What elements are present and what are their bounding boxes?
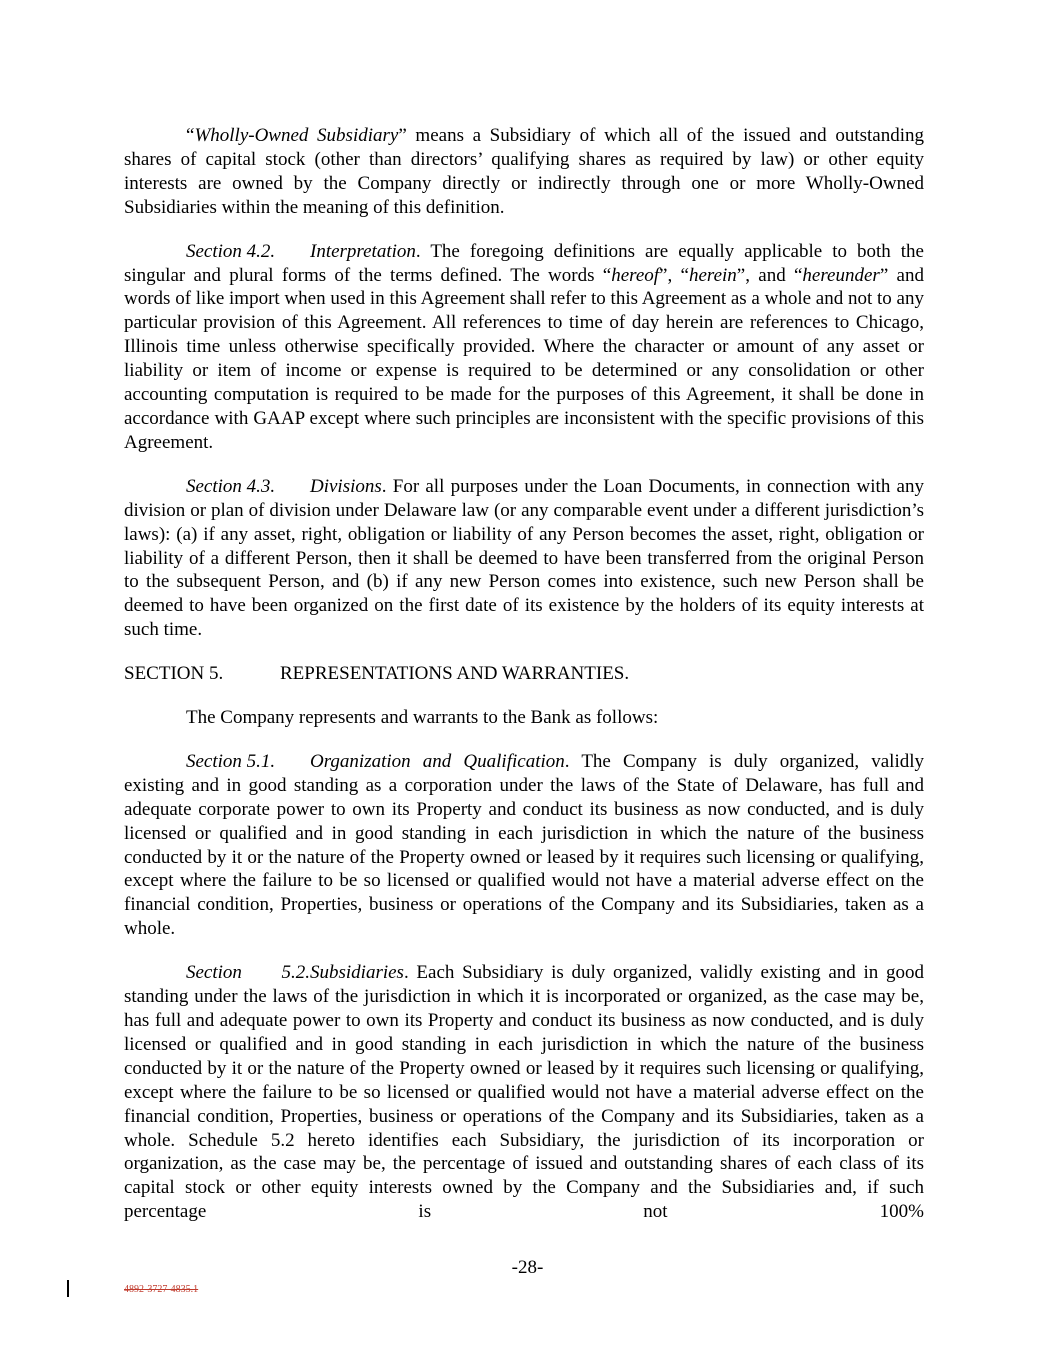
term-hereunder: hereunder <box>802 264 880 286</box>
definition-wholly-owned-subsidiary <box>124 124 924 220</box>
section-5-heading <box>124 662 924 686</box>
section-label: Section 5.2. <box>186 962 310 984</box>
section-text: . For all purposes under the Loan Documents, in connection with any division or plan of division under Delaware law (or any comparable event under a different jurisdiction’s laws): (a) if any asset, right, obligation or liability of any Person becomes the asset, right, obligation or liability of a different Person, then it shall be deemed to have been transferred from the original Person to the subsequent Person, and (b) if any new Person comes into existence, such new Person shall be deemed to have been organized on the first date of its existence by the holders of its equity interests at such time. <box>124 475 924 641</box>
term-herein: herein <box>688 264 737 286</box>
section-5-1 <box>124 750 924 941</box>
section-text: ”, and “ <box>736 264 803 286</box>
page-number: -28- <box>511 1257 544 1278</box>
section-4-2 <box>124 240 924 455</box>
section-title: REPRESENTATIONS AND WARRANTIES. <box>280 663 630 685</box>
section-heading: Organization and Qualification <box>310 750 565 772</box>
section-text: ” and words of like import when used in this Agreement shall refer to this Agreement as a whole and not to any particular provision of this Agreement. All references to time of day herein are references to Chicago, Illinois time unless otherwise specifically provided. Where the character or amount of any asset or liability or item of income or expense is required to be determined or any consolidation or other accounting computation is required to be made for the purposes of this Agreement, it shall be done in accordance with GAAP except where such principles are inconsistent with the specific provisions of this Agreement. <box>124 264 924 453</box>
defined-term: Wholly-Owned Subsidiary <box>194 125 399 146</box>
section-label: Section 5.1. <box>186 750 276 772</box>
document-body <box>124 124 924 1224</box>
section-text: . The Company is duly organized, validly existing and in good standing as a corporation under the laws of the State of Delaware, has full and adequate corporate power to own its Property and conduct its business as now conducted, and is duly licensed or qualified and in good standing in each jurisdiction in which the nature of the business conducted by it or the nature of the Property owned or leased by it requires such licensing or qualifying, except where the failure to be so licensed or qualified would not have a material adverse effect on the financial condition, Properties, business or operations of the Company and its Subsidiaries, taken as a whole. <box>124 750 924 940</box>
section-5-2 <box>124 961 924 1224</box>
section-label: Section 4.3. <box>186 475 276 497</box>
section-text: . Each Subsidiary is duly organized, validly existing and in good standing under the laws of the jurisdiction in which it is incorporated or organized, as the case may be, has full and adequate power to own its Property and conduct its business as now conducted, and is duly licensed or qualified and in good standing in each jurisdiction in which the nature of the business conducted by it or the nature of the Property owned or leased by it requires such licensing or qualifying, except where the failure to be so licensed or qualified would not have a material adverse effect on the financial condition, Properties, business or operations of the Company and its Subsidiaries, taken as a whole. Schedule 5.2 hereto identifies each Subsidiary, the jurisdiction of its incorporation or organization, as the case may be, the percentage of issued and outstanding shares of each class of its capital stock or other equity interests owned by the Company and the Subsidiaries and, if such percentage is not 100% <box>124 962 924 1223</box>
section-label: Section 4.2. <box>186 240 276 262</box>
section-text: . The foregoing definitions are equally applicable to both the singular and plural forms of the terms defined. The words “ <box>124 240 924 286</box>
section-number: SECTION 5. <box>124 663 224 685</box>
section-heading: Subsidiaries <box>310 962 404 984</box>
term-hereof: hereof <box>611 264 660 286</box>
revision-change-bar <box>67 1280 69 1297</box>
section-heading: Divisions <box>310 475 382 497</box>
section-5-intro: The Company represents and warrants to the Bank as follows: <box>186 707 659 729</box>
section-text: ”, “ <box>659 264 689 286</box>
definition-text: ” means a Subsidiary of which all of the issued and outstanding shares of capital stock (other than directors’ qualifying shares as required by law) or other equity interests are owned by the Company directly or indirectly through one or more Wholly-Owned Subsidiaries within the meaning of this definition. <box>124 125 924 218</box>
section-4-3 <box>124 475 924 642</box>
section-heading: Interpretation <box>310 240 416 262</box>
open-quote: “ <box>186 125 195 146</box>
document-id: 4892-3727-4835.1 <box>124 1284 199 1295</box>
